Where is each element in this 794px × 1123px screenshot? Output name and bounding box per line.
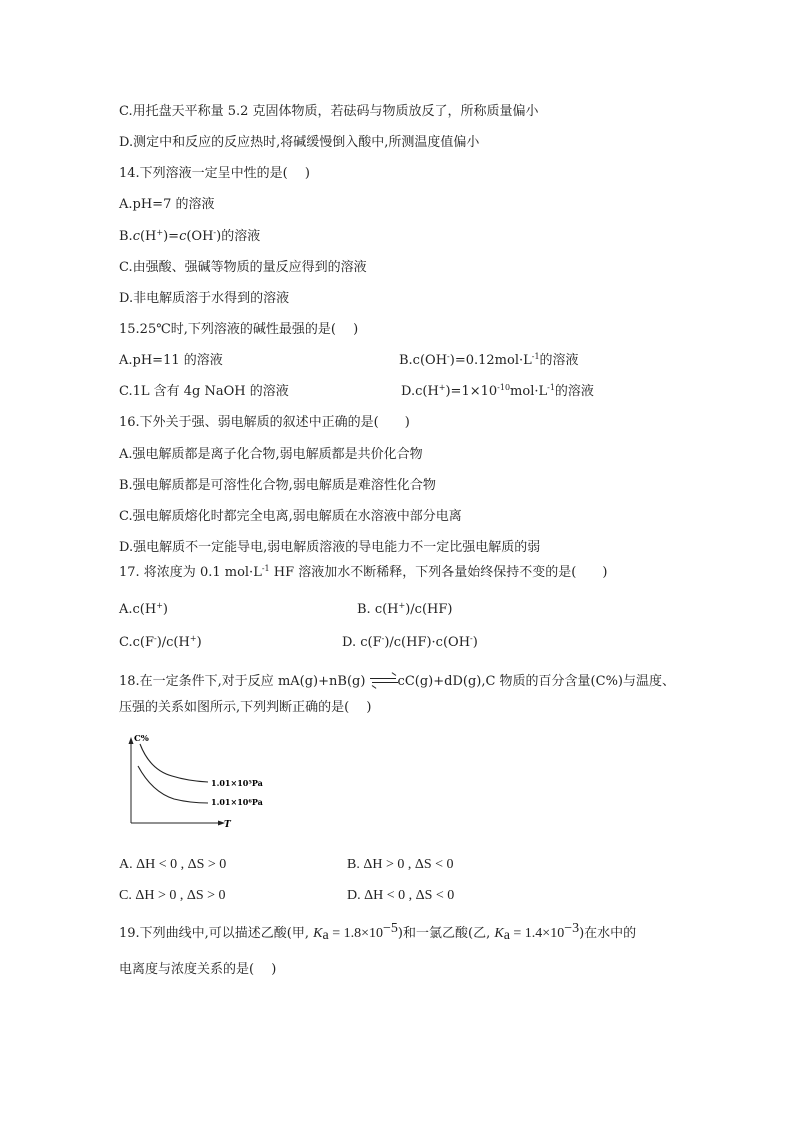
curve-low-pressure [140, 744, 208, 782]
q16-option-b: B.强电解质都是可溶性化合物,弱电解质是难溶性化合物 [119, 478, 436, 493]
q16-option-a: A.强电解质都是离子化合物,弱电解质都是共价化合物 [119, 447, 423, 462]
q13-option-d: D.测定中和反应的反应热时,将碱缓慢倒入酸中,所测温度值偏小 [119, 135, 480, 150]
q14-option-a: A.pH=7 的溶液 [119, 197, 215, 212]
q13-option-c: C.用托盘天平称量 5.2 克固体物质，若砝码与物质放反了，所称质量偏小 [119, 104, 539, 119]
q17-option-a: A.c(H+) [119, 601, 168, 617]
q14-option-b: B.c(H+)=c(OH-)的溶液 [119, 228, 261, 244]
q18-pressure-temperature-graph [124, 730, 274, 830]
curve-high-pressure-label: 1.01×10⁶Pa [211, 797, 263, 807]
q15-option-d: $D.c(H^+)=1\times 10^{-10}mol\cdot L^{-1}$的溶液 [401, 383, 594, 399]
q14-option-d: D.非电解质溶于水得到的溶液 [119, 291, 290, 306]
q18-option-d: D. ΔH < 0 , ΔS < 0 [347, 888, 455, 903]
equilibrium-arrow-icon [370, 677, 398, 687]
q17-option-b: B. c(H+)/c(HF) [357, 601, 453, 617]
x-axis-label: T [224, 820, 231, 830]
q18-option-b: B. ΔH > 0 , ΔS < 0 [347, 857, 454, 872]
q15-stem: 15.25℃时,下列溶液的碱性最强的是( ) [119, 322, 359, 337]
q19-stem-line1: 19.下列曲线中,可以描述乙酸(甲, $K_a = 1.8\times 10^{-5}$)和一氯乙酸(乙, $K_a = 1.4\times 10^{-3}$)在水中的 [119, 921, 637, 943]
q17-option-c: C.c(F-)/c(H+) [119, 634, 202, 650]
y-axis-arrow-icon [129, 737, 134, 744]
q15-option-a: A.pH=11 的溶液 [119, 353, 223, 368]
q18-stem-line1: 18.在一定条件下,对于反应 mA(g)+nB(g) cC(g)+dD(g),C 物质的百分含量(C%)与温度、 [119, 674, 675, 690]
q15-option-b: $B.c(OH^-)=0.12mol\cdot L^{-1}$的溶液 [399, 352, 579, 368]
q18-option-a: A. ΔH < 0 , ΔS > 0 [119, 857, 227, 872]
curve-low-pressure-label: 1.01×10⁵Pa [211, 778, 263, 788]
q18-stem-line2: 压强的关系如图所示,下列判断正确的是( ) [119, 700, 372, 715]
q14-option-c: C.由强酸、强碱等物质的量反应得到的溶液 [119, 260, 367, 275]
y-axis-label: C% [134, 734, 149, 744]
q16-option-d: D.强电解质不一定能导电,弱电解质溶液的导电能力不一定比强电解质的弱 [119, 540, 541, 555]
q19-stem-line2: 电离度与浓度关系的是( ) [119, 962, 277, 977]
curve-high-pressure [138, 766, 208, 803]
q15-option-c: C.1L 含有 4g NaOH 的溶液 [119, 384, 289, 399]
q17-stem: 17. 将浓度为 0.1 $mol\cdot L^{-1}$ HF 溶液加水不断稀释，下列各量始终保持不变的是( ) [119, 564, 608, 580]
q16-option-c: C.强电解质熔化时都完全电离,弱电解质在水溶液中部分电离 [119, 509, 462, 524]
q18-option-c: C. ΔH > 0 , ΔS > 0 [119, 888, 226, 903]
q16-stem: 16.下外关于强、弱电解质的叙述中正确的是( ) [119, 415, 410, 430]
q17-option-d: D. c(F-)/c(HF)·c(OH-) [342, 634, 478, 650]
q14-stem: 14.下列溶液一定呈中性的是( ) [119, 166, 310, 181]
